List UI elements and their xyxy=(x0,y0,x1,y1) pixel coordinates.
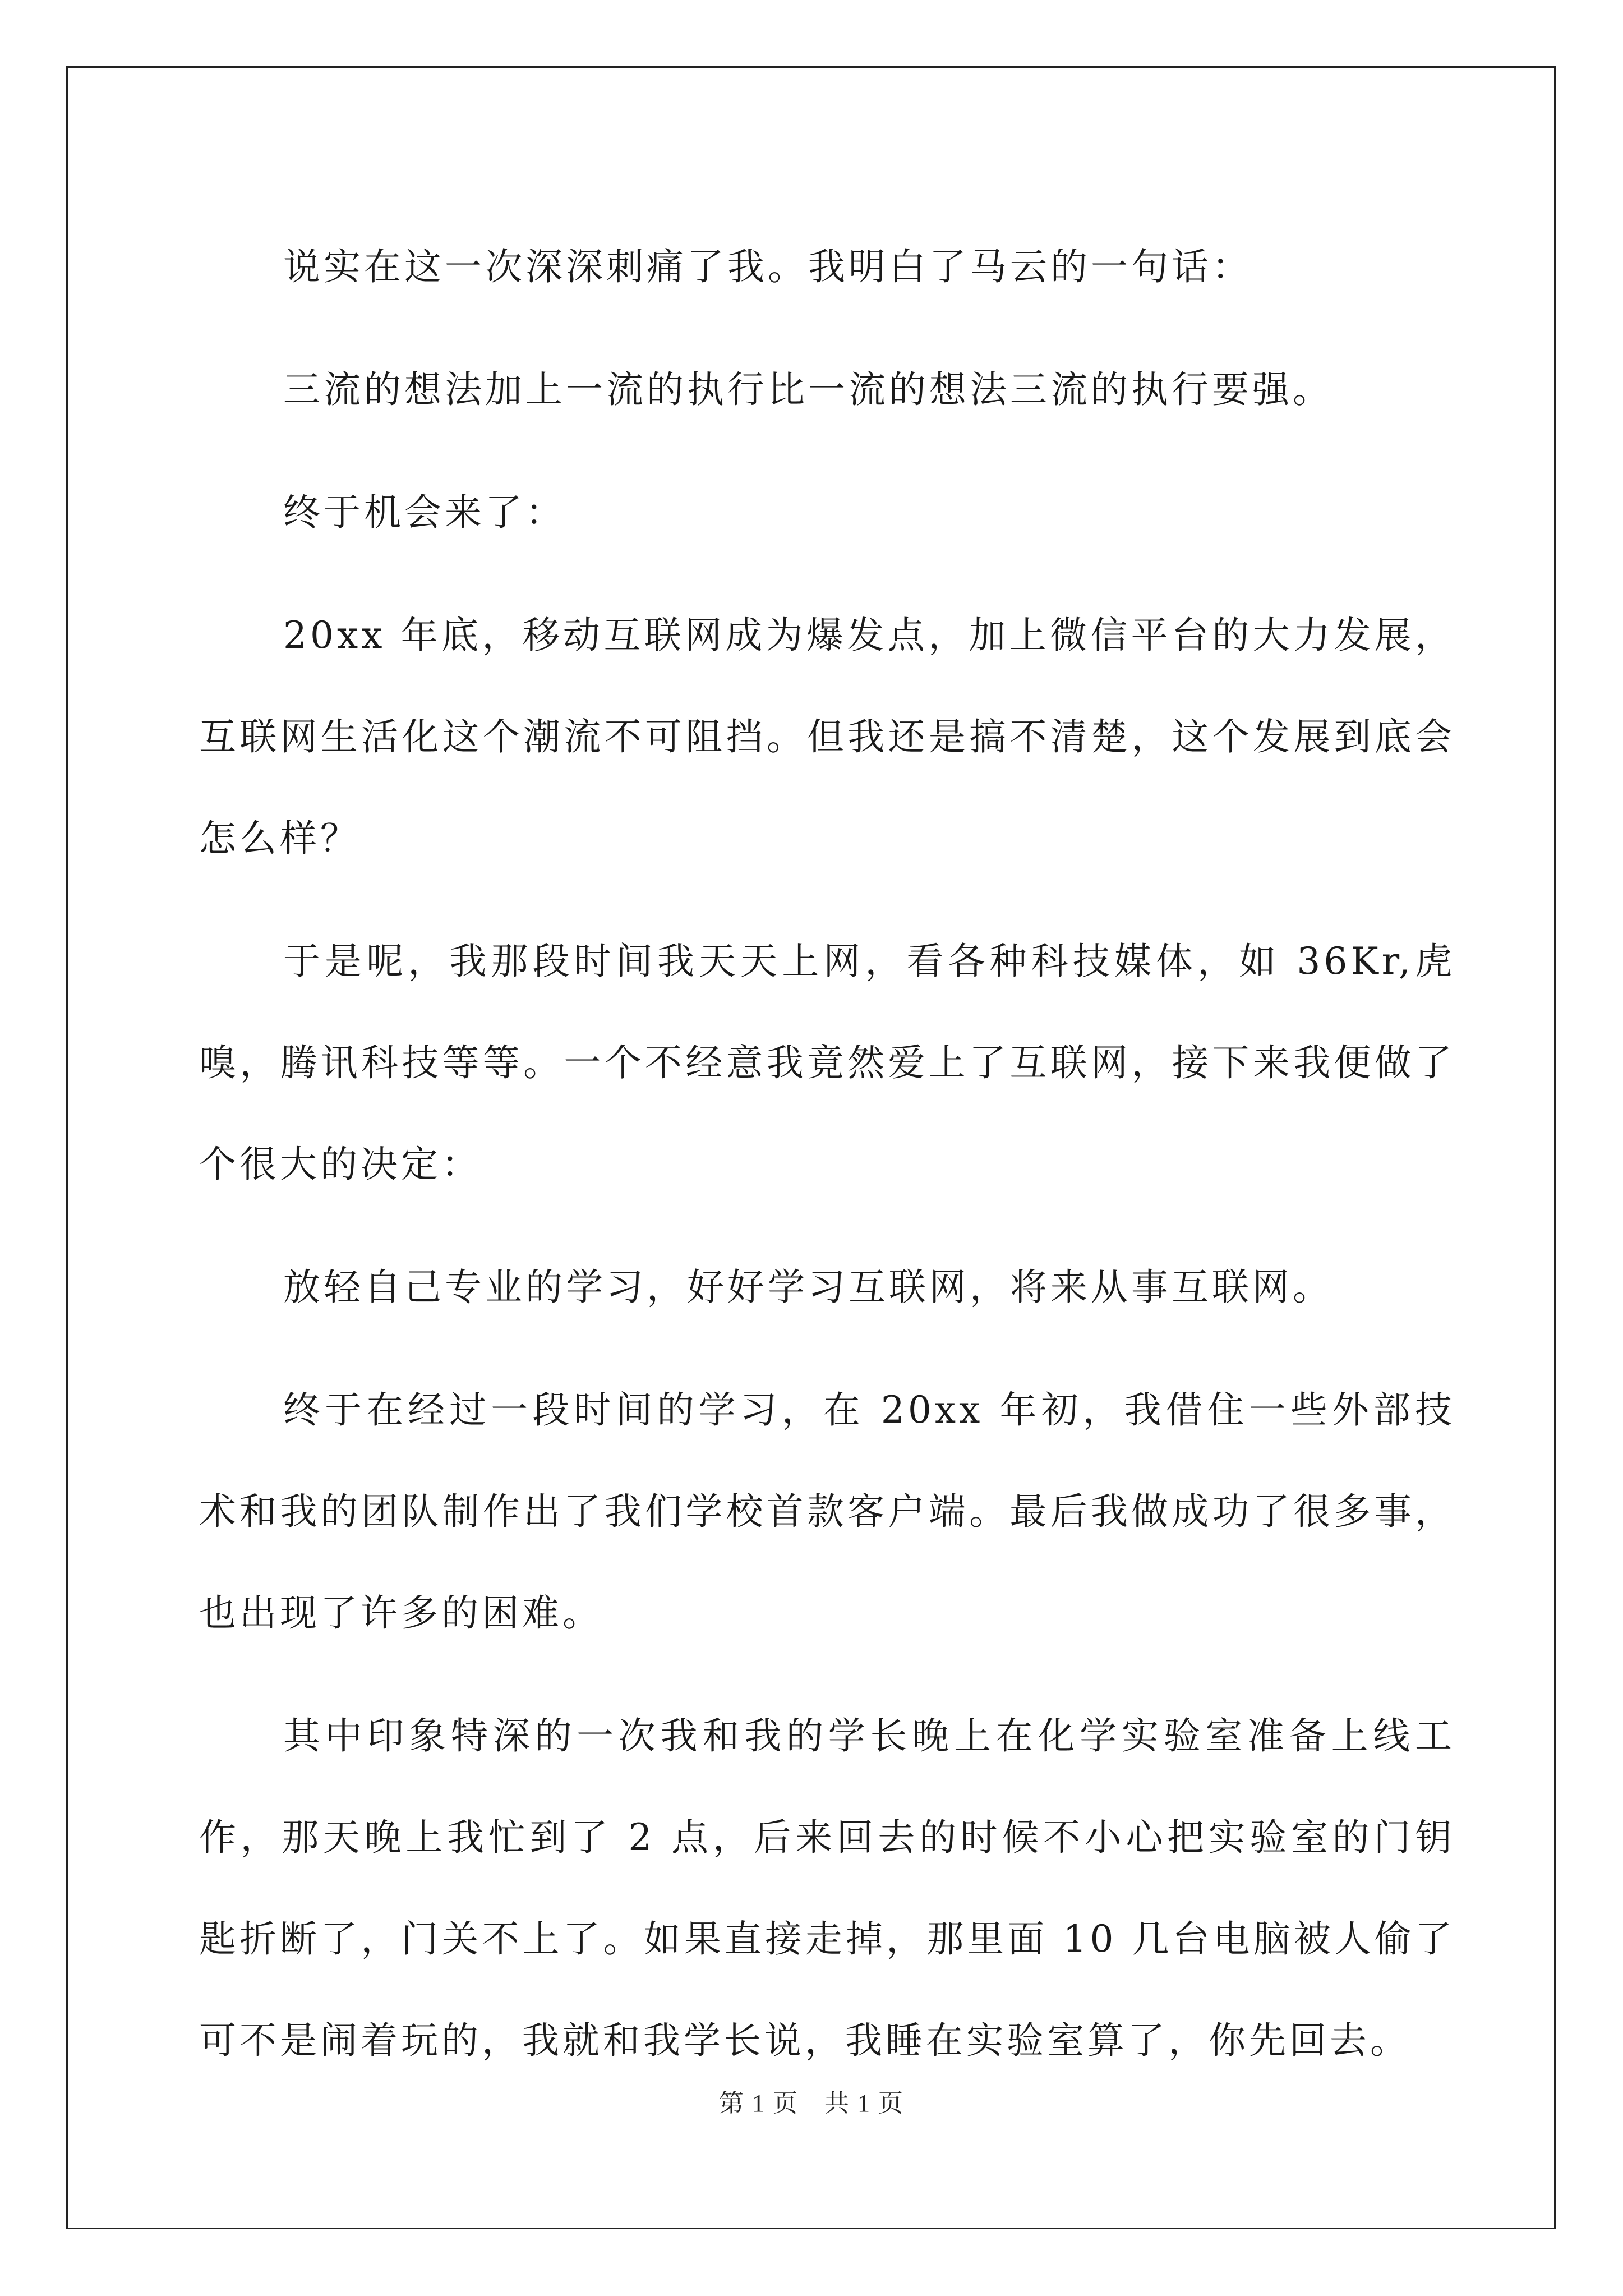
paragraph: 三流的想法加上一流的执行比一流的想法三流的执行要强。 xyxy=(283,368,1333,411)
paragraph: 说实在这一次深深刺痛了我。我明白了马云的一句话： xyxy=(283,245,1252,288)
paragraph: 放轻自己专业的学习，好好学习互联网，将来从事互联网。 xyxy=(283,1266,1333,1309)
document-body xyxy=(199,216,1455,2113)
paragraph: 终于在经过一段时间的学习，在 20xx 年初，我借住一些外部技术和我的团队制作出了我们学校首款客户端。最后我做成功了很多事，也出现了许多的困难。 xyxy=(199,1388,1455,1635)
paragraph: 于是呢，我那段时间我天天上网，看各种科技媒体，如 36Kr,虎嗅，腾讯科技等等。一个不经意我竟然爱上了互联网，接下来我便做了个很大的决定： xyxy=(199,940,1455,1186)
paragraph: 其中印象特深的一次我和我的学长晚上在化学实验室准备上线工作，那天晚上我忙到了 2 点，后来回去的时候不小心把实验室的门钥匙折断了，门关不上了。如果直接走掉，那里面 10 几台电脑被人偷了可不是闹着玩的，我就和我学长说，我睡在实验室算了，你先回去。 xyxy=(199,1714,1455,2062)
paragraph: 终于机会来了： xyxy=(283,491,566,534)
page-number-footer: 第 1 页 共 1 页 xyxy=(719,2090,904,2117)
paragraph: 20xx 年底，移动互联网成为爆发点，加上微信平台的大力发展，互联网生活化这个潮流不可阻挡。但我还是搞不清楚，这个发展到底会怎么样？ xyxy=(199,614,1455,860)
